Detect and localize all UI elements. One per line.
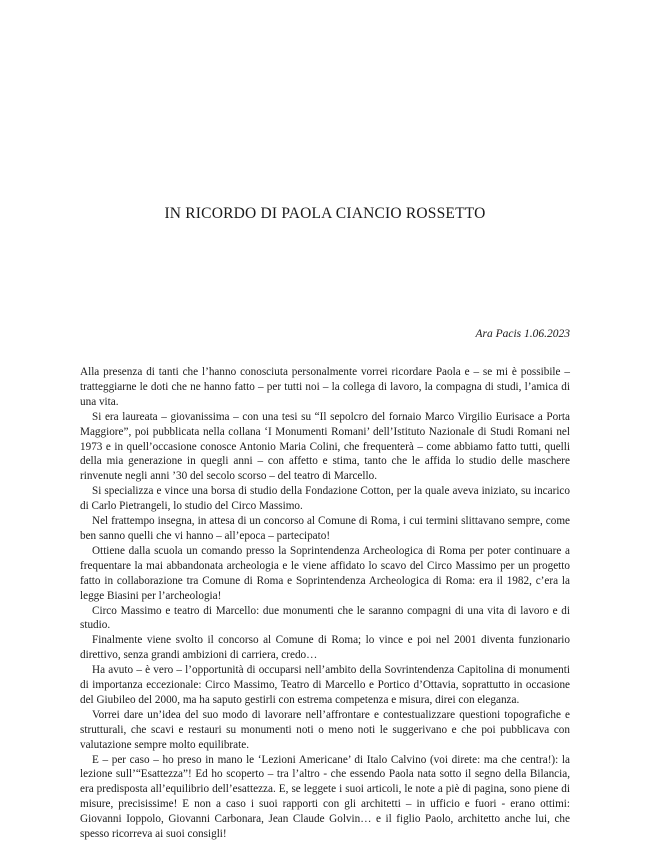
paragraph: Si specializza e vince una borsa di studio della Fondazione Cotton, per la quale aveva iniziato, su incarico di Carlo Pietrangeli, lo studio del Circo Massimo. [80, 485, 570, 513]
paragraph: Circo Massimo e teatro di Marcello: due monumenti che le saranno compagni di una vita di lavoro e di studio. [80, 604, 570, 632]
dateline: Ara Pacis 1.06.2023 [475, 328, 570, 340]
paragraph: Vorrei dare un’idea del suo modo di lavorare nell’affrontare e contestualizzare questioni topografiche e strutturali, che scavi e restauri su monumenti noti o meno noti le suggerivano e che poi pubblicava con valutazione sempre molto equilibrate. [80, 708, 570, 751]
paragraph: Ottiene dalla scuola un comando presso la Soprintendenza Archeologica di Roma per poter continuare a frequentare la mai abbandonata archeologia e le viene affidato lo scavo del Circo Massimo per un progetto fatto in collaborazione tra Comune di Roma e Soprintendenza Archeologica di Roma: era il 1982, c’era la legge Biasini per l’archeologia! [80, 544, 570, 602]
body-text [80, 365, 570, 842]
paragraph: Alla presenza di tanti che l’hanno conosciuta personalmente vorrei ricordare Paola e – se mi è possibile – tratteggiarne le doti che ne hanno fatto – per tutti noi – la collega di lavoro, la compagna di studi, l’amica di una vita. [80, 366, 570, 408]
paragraph: E – per caso – ho preso in mano le ‘Lezioni Americane’ di Italo Calvino (voi direte: ma che centra!): la lezione sull’“Esattezza”! Ed ho scoperto – tra l’altro - che essendo Paola nata sotto il segno della Bilancia, era predisposta all’equilibrio dell’esattezza. E, se leggete i suoi articoli, le note a piè di pagina, sono piene di misure, precisissime! E non a caso i suoi rapporti con gli architetti – in ufficio e fuori - erano ottimi: Giovanni Ioppolo, Giovanni Carbonara, Jean Claude Golvin… e il figlio Paolo, architetto anche lui, che spesso ricorreva ai suoi consigli! [80, 753, 570, 841]
paragraph: Finalmente viene svolto il concorso al Comune di Roma; lo vince e poi nel 2001 diventa funzionario direttivo, senza grandi ambizioni di carriera, credo… [80, 634, 570, 662]
page-title: IN RICORDO DI PAOLA CIANCIO ROSSETTO [164, 205, 486, 222]
paragraph: Nel frattempo insegna, in attesa di un concorso al Comune di Roma, i cui termini slittavano sempre, come ben sanno quelli che vi hanno – all’epoca – partecipato! [80, 515, 570, 542]
paragraph: Ha avuto – è vero – l’opportunità di occuparsi nell’ambito della Sovrintendenza Capitolina di monumenti di importanza eccezionale: Circo Massimo, Teatro di Marcello e Portico d’Ottavia, soprattutto in occasione del Giubileo del 2000, ma ha saputo gestirli con estrema competenza e misura, direi con eleganza. [80, 664, 570, 706]
paragraph: Si era laureata – giovanissima – con una tesi su “Il sepolcro del fornaio Marco Virgilio Eurisace a Porta Maggiore”, poi pubblicata nella collana ‘I Monumenti Romani’ dell’Istituto Nazionale di Studi Romani nel 1973 e in quell’occasione conosce Antonio Maria Colini, che frequenterà – come abbiamo fatto tutti, quelli della mia generazione in quegli anni – con affetto e stima, tanto che le affida lo studio delle maschere rinvenute negli anni ’30 del secolo scorso – del teatro di Marcello. [80, 410, 570, 483]
